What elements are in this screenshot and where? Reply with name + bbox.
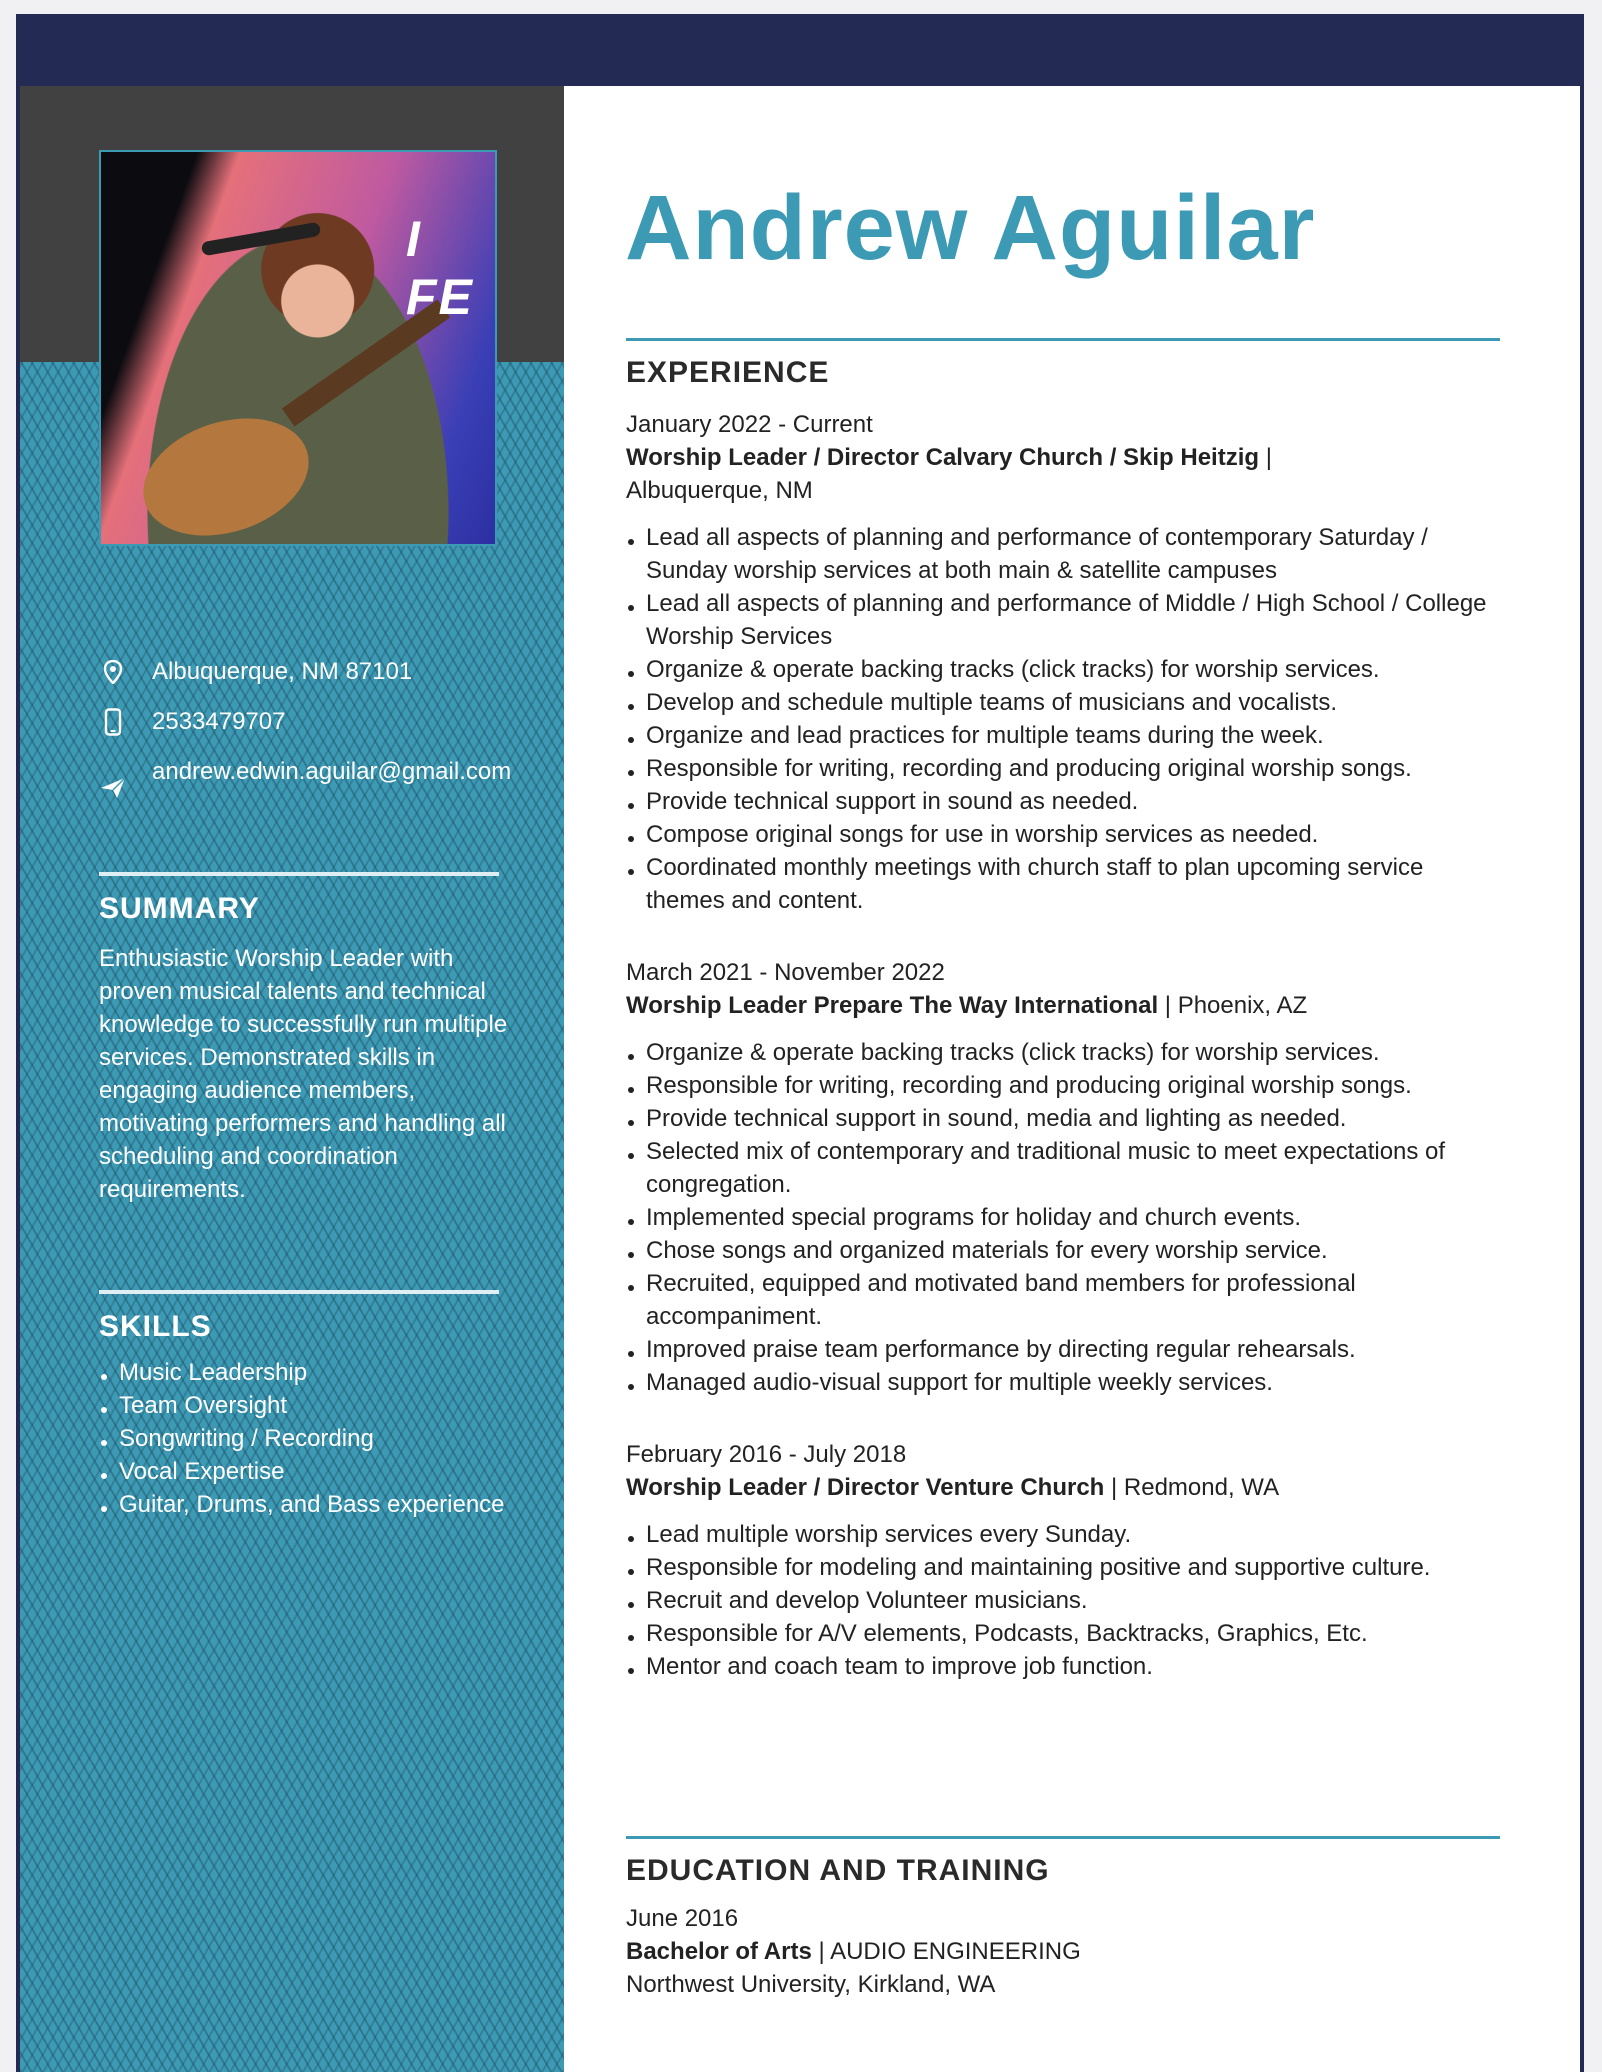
education-field: | AUDIO ENGINEERING [818, 1938, 1081, 1965]
job-bullet: Lead multiple worship services every Sunday. [626, 1518, 1506, 1551]
education-heading: EDUCATION AND TRAINING [626, 1854, 1050, 1887]
job-location: | Phoenix, AZ [1164, 992, 1308, 1019]
job-bullet: Lead all aspects of planning and performance of contemporary Saturday / Sunday worship services at both main & satellite campuses [626, 521, 1506, 587]
job-dates: January 2022 - Current [626, 411, 873, 438]
job-bullets [626, 1036, 1506, 1399]
skill-item: Team Oversight [99, 1389, 509, 1422]
job-entry [626, 408, 1526, 917]
job-title-line [626, 989, 1366, 1022]
contact-location-text: Albuquerque, NM 87101 [152, 658, 413, 685]
job-bullet: Develop and schedule multiple teams of musicians and vocalists. [626, 686, 1506, 719]
education-school: Northwest University, Kirkland, WA [626, 1971, 996, 1998]
contact-email [99, 756, 519, 820]
job-entry [626, 956, 1526, 1399]
education-date: June 2016 [626, 1905, 739, 1932]
skills-heading: SKILLS [99, 1310, 212, 1343]
education-divider [626, 1836, 1500, 1839]
job-location: | Albuquerque, NM [626, 444, 1272, 504]
summary-heading: SUMMARY [99, 892, 260, 925]
microphone-shape [201, 222, 322, 257]
header-band [16, 14, 1584, 84]
job-bullet: Lead all aspects of planning and performance of Middle / High School / College Worship Services [626, 587, 1506, 653]
photo-background-sign: I FE [406, 211, 474, 325]
profile-photo [99, 150, 497, 546]
summary-divider [99, 872, 499, 876]
skill-item: Vocal Expertise [99, 1455, 509, 1488]
job-bullet: Recruit and develop Volunteer musicians. [626, 1584, 1506, 1617]
skill-item: Songwriting / Recording [99, 1422, 509, 1455]
education-degree: Bachelor of Arts [626, 1938, 812, 1965]
contact-email-text[interactable]: andrew.edwin.aguilar@gmail.com [152, 758, 512, 785]
job-bullet: Recruited, equipped and motivated band members for professional accompaniment. [626, 1267, 1506, 1333]
resume-page [20, 86, 1580, 2072]
summary-text: Enthusiastic Worship Leader with proven musical talents and technical knowledge to successfully run multiple services. Demonstrated skills in engaging audience members, motivating performers and handling all scheduling and coordination requirements. [99, 945, 508, 1203]
job-bullet: Organize & operate backing tracks (click tracks) for worship services. [626, 1036, 1506, 1069]
education-entry [626, 1902, 1081, 2001]
contact-location [99, 656, 519, 688]
experience-divider [626, 338, 1500, 341]
job-bullet: Coordinated monthly meetings with church staff to plan upcoming service themes and content. [626, 851, 1506, 917]
job-bullet: Mentor and coach team to improve job function. [626, 1650, 1506, 1683]
education-degree-line [626, 1935, 1081, 1968]
job-title: Worship Leader / Director Venture Church [626, 1474, 1105, 1501]
job-dates: March 2021 - November 2022 [626, 959, 945, 986]
job-dates: February 2016 - July 2018 [626, 1441, 907, 1468]
job-bullet: Improved praise team performance by directing regular rehearsals. [626, 1333, 1506, 1366]
job-bullet: Compose original songs for use in worship services as needed. [626, 818, 1506, 851]
job-title-line [626, 1471, 1366, 1504]
job-bullet: Organize & operate backing tracks (click tracks) for worship services. [626, 653, 1506, 686]
job-title: Worship Leader Prepare The Way International [626, 992, 1159, 1019]
skill-item: Guitar, Drums, and Bass experience [99, 1488, 509, 1521]
skills-divider [99, 1290, 499, 1294]
job-bullet: Responsible for writing, recording and producing original worship songs. [626, 1069, 1506, 1102]
job-bullet: Managed audio-visual support for multiple weekly services. [626, 1366, 1506, 1399]
job-bullets [626, 521, 1506, 917]
job-bullets [626, 1518, 1506, 1683]
candidate-name: Andrew Aguilar [625, 177, 1316, 279]
job-bullet: Provide technical support in sound, media and lighting as needed. [626, 1102, 1506, 1135]
job-entry [626, 1438, 1526, 1683]
sidebar [20, 86, 564, 2072]
job-location: | Redmond, WA [1111, 1474, 1280, 1501]
job-bullet: Selected mix of contemporary and traditional music to meet expectations of congregation. [626, 1135, 1506, 1201]
job-title: Worship Leader / Director Calvary Church / Skip Heitzig [626, 444, 1260, 471]
job-bullet: Responsible for writing, recording and producing original worship songs. [626, 752, 1506, 785]
mobile-phone-icon [99, 706, 127, 738]
location-pin-icon [99, 656, 127, 688]
job-bullet: Chose songs and organized materials for every worship service. [626, 1234, 1506, 1267]
experience-heading: EXPERIENCE [626, 356, 830, 389]
skills-list [99, 1356, 509, 1521]
job-bullet: Provide technical support in sound as needed. [626, 785, 1506, 818]
job-title-line [626, 441, 1366, 507]
job-bullet: Implemented special programs for holiday and church events. [626, 1201, 1506, 1234]
send-paper-plane-icon [99, 756, 127, 820]
contact-phone-text[interactable]: 2533479707 [152, 708, 286, 735]
job-bullet: Responsible for modeling and maintaining positive and supportive culture. [626, 1551, 1506, 1584]
contact-phone [99, 706, 519, 738]
skill-item: Music Leadership [99, 1356, 509, 1389]
job-bullet: Organize and lead practices for multiple teams during the week. [626, 719, 1506, 752]
job-bullet: Responsible for A/V elements, Podcasts, Backtracks, Graphics, Etc. [626, 1617, 1506, 1650]
